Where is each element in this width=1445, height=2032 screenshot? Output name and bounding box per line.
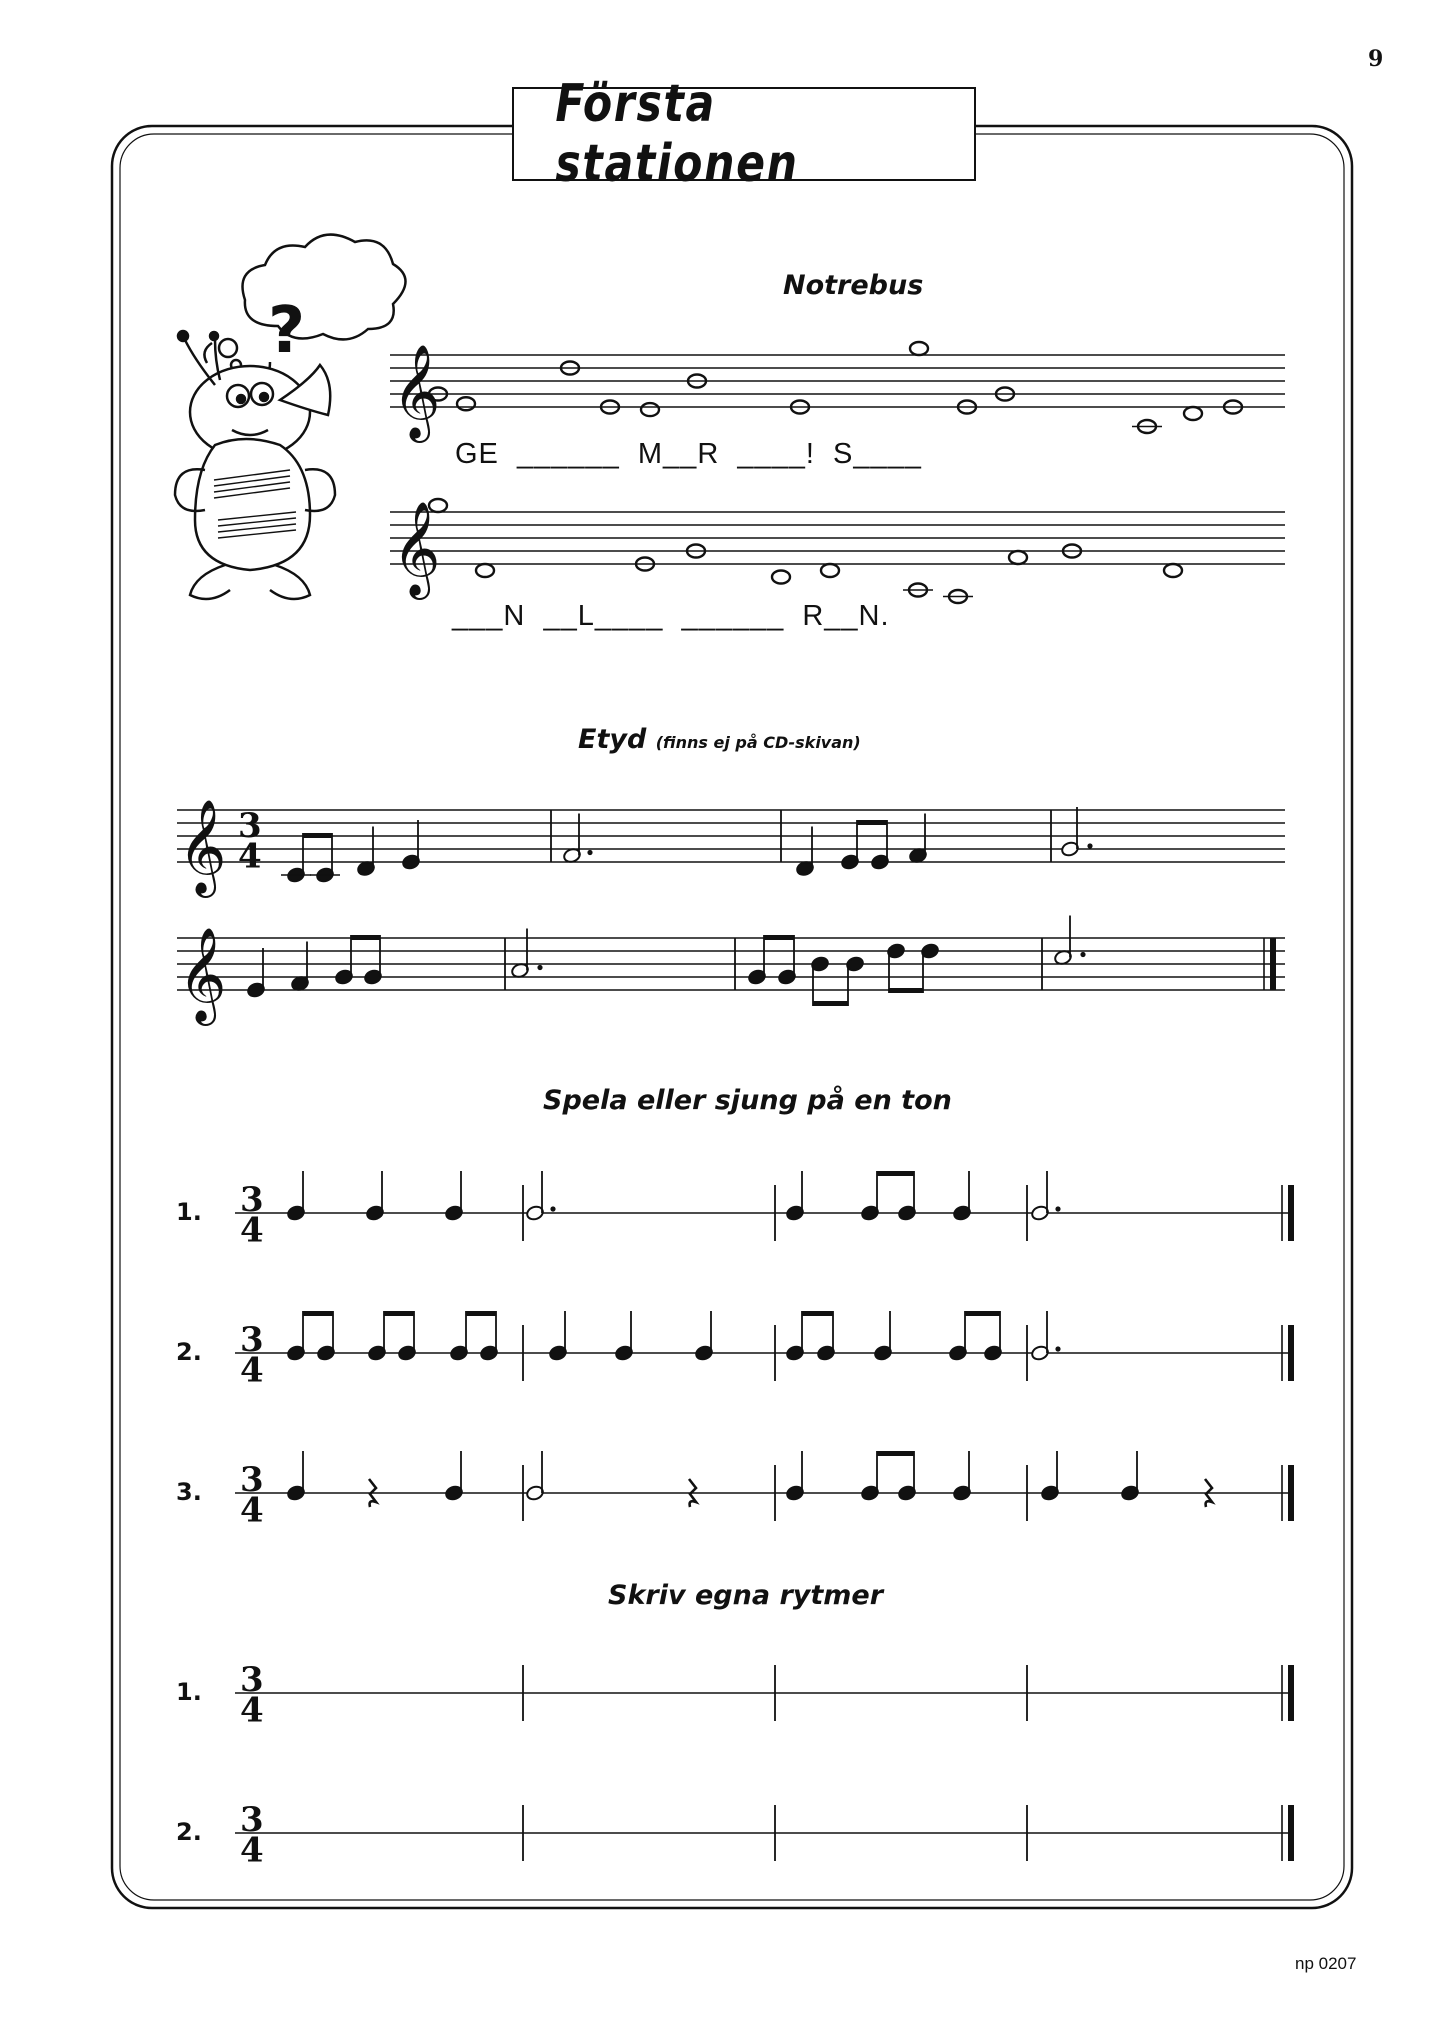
heading-etyd-note: (finns ej på CD-skivan): [655, 733, 861, 752]
heading-etyd: [578, 724, 861, 755]
beam: [857, 820, 887, 825]
page-title: [512, 74, 976, 194]
time-signature-bottom: 4: [240, 1490, 264, 1531]
final-barline: [1270, 938, 1276, 990]
beam: [889, 988, 923, 993]
time-signature-top: 3: [240, 1800, 264, 1840]
augmentation-dot: [1055, 1206, 1060, 1211]
page-number: 9: [1368, 46, 1384, 72]
beam: [802, 1311, 833, 1316]
treble-clef-icon: 𝄞: [392, 501, 441, 596]
rebus-line-2: ___N __L____ ______ R__N.: [452, 600, 890, 632]
augmentation-dot: [1087, 843, 1092, 848]
heading-notrebus: Notrebus: [783, 270, 924, 301]
treble-clef-icon: 𝄞: [178, 927, 227, 1022]
beam: [965, 1311, 1000, 1316]
whole-note: [457, 397, 475, 410]
row-number: 1.: [176, 1678, 202, 1706]
time-signature-top: 3: [240, 1320, 264, 1360]
beam: [877, 1451, 914, 1456]
footer-code: np 0207: [1295, 1954, 1357, 1973]
row-number: 3.: [176, 1478, 202, 1506]
time-signature-top: 3: [240, 1180, 264, 1220]
beam: [813, 1001, 848, 1006]
time-signature-top: 3: [238, 806, 262, 846]
beam: [303, 1311, 333, 1316]
treble-clef-icon: 𝄞: [392, 344, 441, 439]
rebus-line-1: GE ______ M__R ____! S____: [455, 438, 922, 470]
final-barline: [1288, 1325, 1294, 1381]
beam: [303, 833, 332, 838]
augmentation-dot: [537, 965, 542, 970]
whole-note: [476, 564, 494, 577]
beam: [384, 1311, 414, 1316]
svg-text:?: ?: [268, 294, 306, 368]
beam: [466, 1311, 496, 1316]
heading-skriv: Skriv egna rytmer: [608, 1580, 884, 1611]
mascot-bug-icon: [175, 235, 406, 599]
augmentation-dot: [587, 850, 592, 855]
whole-note: [641, 403, 659, 416]
row-number: 2.: [176, 1818, 202, 1846]
augmentation-dot: [1055, 1346, 1060, 1351]
time-signature-bottom: 4: [240, 1350, 264, 1391]
page-title-text: Första stationen: [555, 74, 799, 194]
final-barline: [1288, 1805, 1294, 1861]
time-signature-bottom: 4: [240, 1830, 264, 1871]
time-signature-bottom: 4: [240, 1690, 264, 1731]
time-signature-bottom: 4: [238, 836, 262, 877]
augmentation-dot: [1080, 952, 1085, 957]
row-number: 1.: [176, 1198, 202, 1226]
whole-note: [821, 564, 839, 577]
whole-note: [1009, 551, 1027, 564]
beam: [351, 935, 380, 940]
time-signature-bottom: 4: [240, 1210, 264, 1251]
final-barline: [1288, 1665, 1294, 1721]
row-number: 2.: [176, 1338, 202, 1366]
whole-note: [910, 342, 928, 355]
whole-note: [1184, 407, 1202, 420]
final-barline: [1288, 1465, 1294, 1521]
heading-etyd-text: Etyd: [578, 724, 647, 755]
augmentation-dot: [550, 1206, 555, 1211]
whole-note: [1164, 564, 1182, 577]
heading-spela: Spela eller sjung på en ton: [543, 1085, 952, 1116]
time-signature-top: 3: [240, 1660, 264, 1700]
final-barline: [1288, 1185, 1294, 1241]
treble-clef-icon: 𝄞: [178, 799, 227, 894]
whole-note: [772, 571, 790, 584]
beam: [877, 1171, 914, 1176]
beam: [764, 935, 794, 940]
time-signature-top: 3: [240, 1460, 264, 1500]
